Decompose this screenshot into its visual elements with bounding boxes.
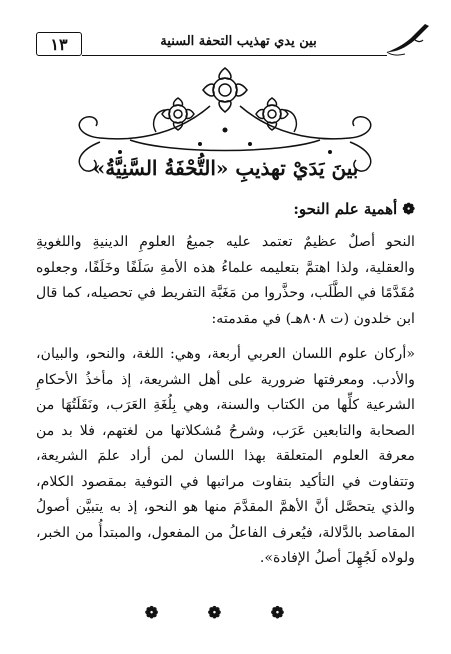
running-header-title: بين يدي تهذيب التحفة السنية xyxy=(160,34,317,49)
section-heading: ❁ أهمية علم النحو: xyxy=(293,200,415,218)
paragraph: النحو أصلٌ عظيمٌ تعتمد عليه جميعُ العلومِ الدينيةِ واللغويةِ والعقلية، ولذا اهتمَّ بتعليمه علماءُ هذه الأمةِ سَلَفًا وخَلَفًا، وجعلوه مُقَدَّمًا في الطَّلَب، وحذَّروا من مَغَبَّة التفريط في تحصيله، كما قال ابن خلدون (ت ٨٠٨هـ) في مقدمته: xyxy=(36,234,415,327)
quotation-paragraph: «أركان علوم اللسان العربي أربعة، وهي: اللغة، والنحو، والبيان، والأدب. ومعرفتها ضرورية على أهل الشريعة، إذ مأخذُ الأحكامِ الشرعية كلِّها من الكتاب والسنة، وهي بِلُغَةِ العَرَب، ونَقَلَتُهَا من الصحابة والتابعين عَرَب، وشرحُ مُشكلاتها من لغتهم، فلا بد من معرفة العلوم المتعلقة بهذا اللسان لمن أراد علمَ الشريعة، وتتفاوت في التأكيد بتفاوت مراتبها في التوفية بمقصود الكلام، والذي يتحصَّل أنَّ الأهمَّ المقدَّمَ منها هو النحو، إذ به يتبيَّن أصولُ المقاصد بالدَّلالة، فيُعرف الفاعلُ من المفعول، والمبتدأُ من الخبر، ولولاه لَجُهِلَ أصلُ الإفادة». xyxy=(36,346,415,566)
body-text xyxy=(36,196,415,572)
header-rule xyxy=(82,55,387,56)
running-header xyxy=(30,28,425,58)
page-number: ١٣ xyxy=(36,32,82,56)
section-separator: ❁ ❁ ❁ xyxy=(144,603,307,622)
pen-nib-icon xyxy=(385,22,433,58)
chapter-title: بينَ يَدَيْ تهذيبِ «التُّحْفَةُ السَّنِيَّةُ» xyxy=(92,156,359,180)
